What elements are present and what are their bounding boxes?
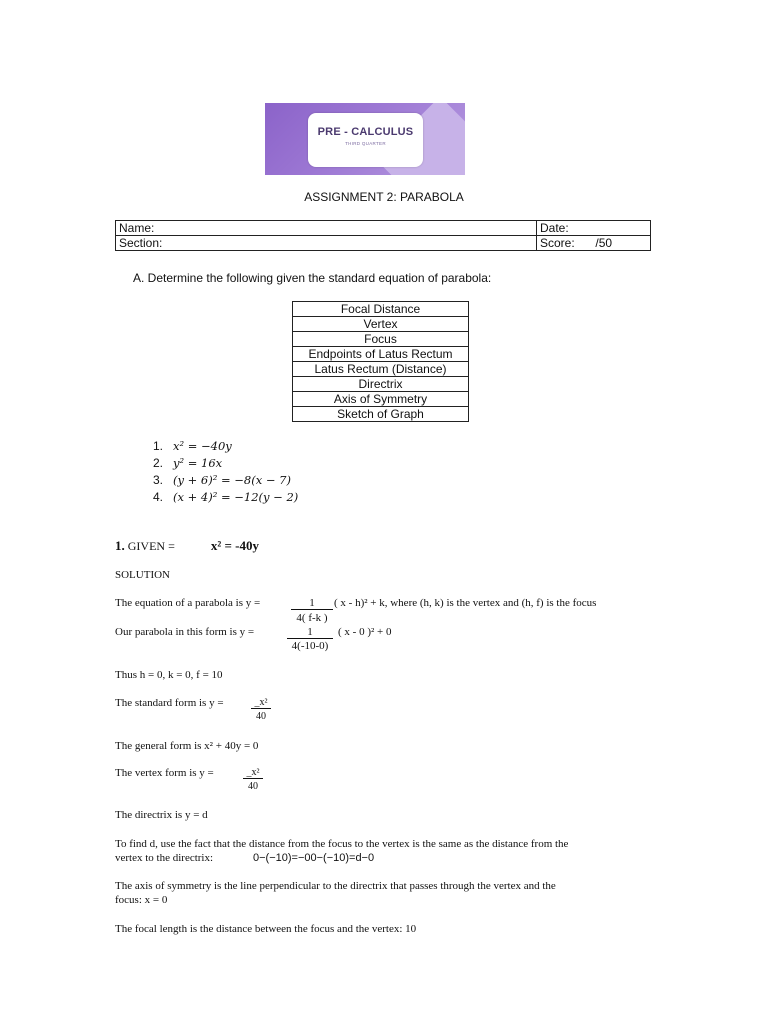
find-d-line-1: To find d, use the fact that the distance from the focus to the vertex is the same as the distance from the [115,838,569,850]
equation-form-numerator: 1 [291,597,333,610]
problem-item: 4. (x + 4)² = −12(y − 2) [153,490,299,504]
part-item: Axis of Symmetry [293,392,469,407]
parts-table [292,301,469,422]
standard-form-prefix: The standard form is y = [115,697,224,709]
our-form-prefix: Our parabola in this form is y = [115,626,255,638]
score-total: /50 [595,236,613,250]
general-form-line: The general form is x² + 40y = 0 [115,740,259,752]
problem-item: 1. x² = −40y [153,439,232,453]
our-form-denominator: 4(-10-0) [291,640,329,652]
vertex-form-numerator: _x² [243,767,263,779]
thus-line: Thus h = 0, k = 0, f = 10 [115,669,223,681]
directrix-line: The directrix is y = d [115,809,208,821]
our-form-numerator: 1 [287,626,333,639]
part-item: Directrix [293,377,469,392]
banner-subtitle: THIRD QUARTER [345,141,386,146]
part-item: Latus Rectum (Distance) [293,362,469,377]
find-d-line-2: vertex to the directrix: [115,852,214,864]
solution-heading: SOLUTION [115,569,170,581]
part-a-instruction: A. Determine the following given the standard equation of parabola: [133,271,492,285]
axis-line-2: focus: x = 0 [115,894,168,906]
student-info-table [115,220,651,251]
problem-equation: (x + 4)² = −12(y − 2) [173,490,299,504]
section-cell[interactable]: Section: [116,236,537,251]
standard-form-denominator: 40 [256,711,266,722]
standard-form-numerator: _x² [251,697,271,709]
banner-title: PRE - CALCULUS [317,126,414,138]
problem-item: 3. (y + 6)² = −8(x − 7) [153,473,291,487]
equation-form-suffix: ( x - h)² + k, where (h, k) is the vertex and (h, f) is the focus [334,597,597,609]
name-cell[interactable]: Name: [116,221,537,236]
problem-list [153,438,298,506]
score-label: Score: [540,236,575,250]
given-line: 1. GIVEN = x² = -40y [115,538,259,553]
our-form-suffix: ( x - 0 )² + 0 [338,626,392,638]
banner-card [308,113,423,167]
problem-equation: (y + 6)² = −8(x − 7) [173,473,291,487]
given-equation: x² = -40y [210,538,259,553]
vertex-form-prefix: The vertex form is y = [115,767,214,779]
problem-equation: y² = 16x [173,456,223,470]
find-d-expression: 0−(−10)=−00−(−10)=d−0 [253,852,375,864]
axis-line-1: The axis of symmetry is the line perpendicular to the directrix that passes through the vertex and the [115,880,556,892]
part-item: Focal Distance [293,302,469,317]
part-item: Endpoints of Latus Rectum [293,347,469,362]
course-banner [265,103,465,175]
equation-form-denominator: 4( f-k ) [296,612,328,624]
score-cell[interactable] [537,236,651,251]
equation-form-prefix: The equation of a parabola is y = [115,597,261,609]
date-cell[interactable]: Date: [537,221,651,236]
part-item: Vertex [293,317,469,332]
vertex-form-denominator: 40 [248,781,258,792]
assignment-title: ASSIGNMENT 2: PARABOLA [304,190,464,204]
part-item: Sketch of Graph [293,407,469,422]
problem-equation: x² = −40y [173,439,232,453]
part-item: Focus [293,332,469,347]
focal-length-line: The focal length is the distance between the focus and the vertex: 10 [115,923,417,935]
problem-item: 2. y² = 16x [153,456,223,470]
